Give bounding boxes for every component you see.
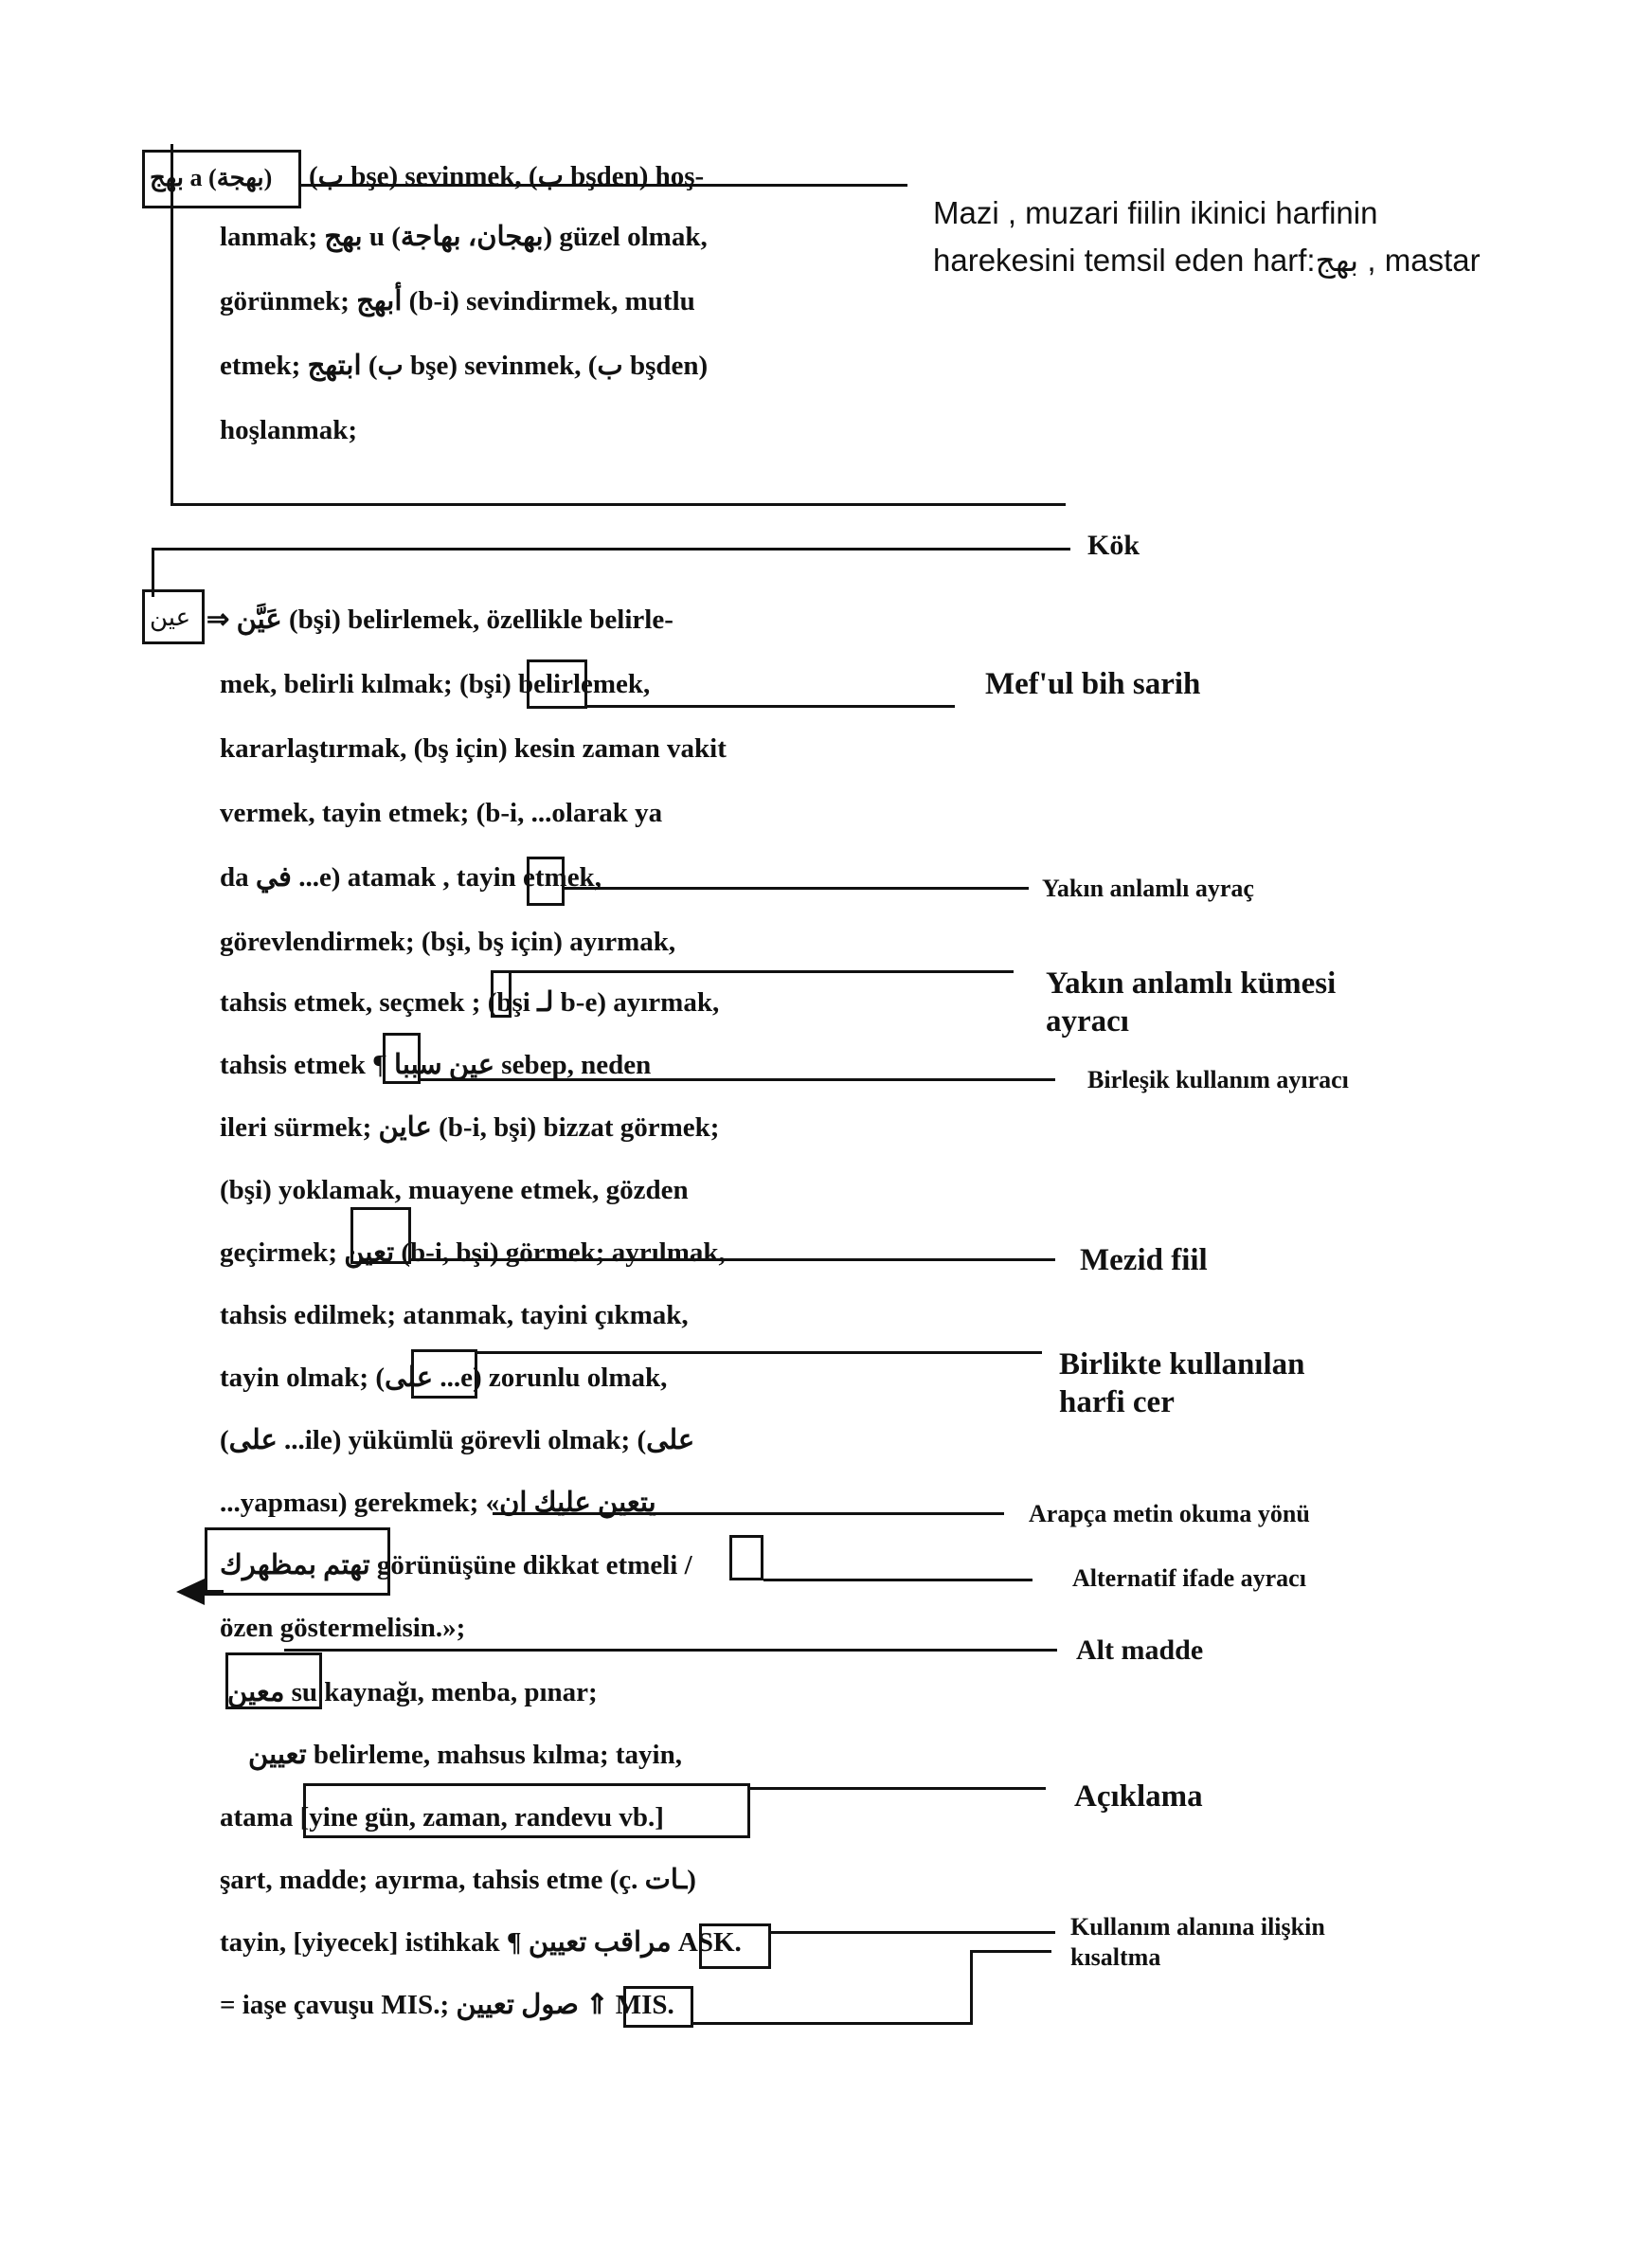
- entry2-line-22: tayin, [yiyecek] istihkak ¶ مراقب تعيين ASK.: [220, 1927, 742, 1958]
- label-yakin-kume-1: Yakın anlamlı kümesi: [1046, 966, 1337, 1001]
- entry2-line-9: ileri sürmek; عاين (b-i, bşi) bizzat görmek;: [220, 1112, 720, 1143]
- entry1-frame: [171, 144, 1066, 506]
- label-meful: Mef'ul bih sarih: [985, 667, 1201, 701]
- entry2-line-15: ...yapması) gerekmek; «يتعين عليك ان: [220, 1488, 656, 1518]
- entry1-line-1: (ب bşe) sevinmek, (ب bşden) hoş-: [309, 161, 705, 191]
- entry2-line-6: görevlendirmek; (bşi, bş için) ayırmak,: [220, 927, 676, 957]
- label-yakin-ayrac: Yakın anlamlı ayraç: [1042, 875, 1254, 902]
- entry2-line-21: şart, madde; ayırma, tahsis etme (ç. ـات): [220, 1865, 696, 1895]
- alt-madde-line: [284, 1649, 1057, 1652]
- label-kullanim-1: Kullanım alanına ilişkin: [1070, 1913, 1325, 1941]
- kok-line: [152, 548, 1070, 551]
- label-mazi-1: Mazi , muzari fiilin ikinici harfinin: [933, 195, 1378, 230]
- kullanim-bracket-top: [970, 1950, 1051, 1953]
- entry1-line-3: görünmek; أبهج (b-i) sevindirmek, mutlu: [220, 286, 695, 316]
- label-alt-madde: Alt madde: [1076, 1634, 1204, 1666]
- entry1-line-5: hoşlanmak;: [220, 415, 358, 445]
- entry2-line-2: mek, belirli kılmak; (bşi) belirlemek,: [220, 669, 651, 699]
- entry1-line-4: etmek; ابتهج (ب bşe) sevinmek, (ب bşden): [220, 351, 709, 381]
- kullanim-bracket-side: [970, 1950, 973, 2024]
- entry1-bracket-top: [301, 184, 907, 187]
- entry2-line-19: تعيين belirleme, mahsus kılma; tayin,: [248, 1740, 682, 1770]
- entry2-line-7: tahsis etmek, seçmek ; (bşi لـ b-e) ayırmak,: [220, 987, 720, 1018]
- reading-direction-arrow-icon: [176, 1579, 205, 1605]
- entry2-line-13: tayin olmak; (على ...e) zorunlu olmak,: [220, 1363, 668, 1393]
- taayyun-box: [350, 1207, 411, 1264]
- entry2-line-18: معين su kaynağı, menba, pınar;: [227, 1677, 598, 1707]
- arapca-line: [493, 1512, 1004, 1515]
- muin-box: [225, 1652, 322, 1709]
- entry2-line-16: تهتم بمظهرك görünüşüne dikkat etmeli /: [220, 1550, 692, 1580]
- comma-box: [527, 857, 565, 906]
- entry2-line-11: geçirmek; تعين (b-i, bşi) görmek; ayrılmak,: [220, 1237, 726, 1268]
- kullanim-bracket-bottom: [693, 2022, 973, 2025]
- entry1-root: بهج a (بهجة): [150, 164, 273, 191]
- label-arapca-yon: Arapça metin okuma yönü: [1029, 1500, 1310, 1527]
- aciklama-line: [750, 1787, 1046, 1790]
- entry2-headword: عين: [150, 604, 191, 632]
- yakin-kume-line: [512, 970, 1014, 973]
- label-mazi-2: harekesini temsil eden harf:بهج , mastar: [933, 243, 1481, 278]
- entry2-line-17: özen göstermelisin.»;: [220, 1613, 466, 1643]
- bsi-box: [527, 659, 587, 709]
- entry2-line-8: tahsis etmek ¶ عين سببا sebep, neden: [220, 1050, 652, 1080]
- entry2-line-20: atama [yine gün, zaman, randevu vb.]: [220, 1802, 664, 1833]
- label-aciklama: Açıklama: [1074, 1779, 1203, 1814]
- label-kullanim-2: kısaltma: [1070, 1943, 1161, 1971]
- alternatif-line: [763, 1579, 1032, 1581]
- explanation-box: [303, 1783, 750, 1838]
- label-alternatif: Alternatif ifade ayracı: [1072, 1564, 1306, 1592]
- label-yakin-kume-2: ayracı: [1046, 1004, 1129, 1038]
- ala-box: [411, 1349, 477, 1399]
- mezid-line: [411, 1258, 1055, 1261]
- label-mezid: Mezid fiil: [1080, 1243, 1208, 1277]
- slash-box: [729, 1535, 763, 1580]
- entry1-line-2: lanmak; بهج u (بهجان، بهاجة) güzel olmak,: [220, 222, 708, 252]
- entry2-line-1: ⇒ عَيَّن (bşi) belirlemek, özellikle belirle-: [206, 605, 673, 635]
- meful-line: [587, 705, 955, 708]
- entry2-line-12: tahsis edilmek; atanmak, tayini çıkmak,: [220, 1300, 689, 1330]
- birlesik-line: [421, 1078, 1055, 1081]
- mis-box: [623, 1986, 693, 2028]
- label-kok: Kök: [1087, 530, 1140, 561]
- ask-box: [699, 1923, 771, 1969]
- entry2-line-10: (bşi) yoklamak, muayene etmek, gözden: [220, 1175, 689, 1205]
- yakin-ayrac-line: [565, 887, 1029, 890]
- birlikte-line: [477, 1351, 1042, 1354]
- entry2-line-4: vermek, tayin etmek; (b-i, ...olarak ya: [220, 798, 663, 828]
- reading-arrow-line: [205, 1590, 224, 1593]
- entry2-line-23: = iaşe çavuşu MIS.; صول تعيين ⇑ MIS.: [220, 1990, 674, 2020]
- entry2-line-14: (على ...ile) yükümlü görevli olmak; (على: [220, 1425, 695, 1455]
- label-birlikte-1: Birlikte kullanılan: [1059, 1347, 1305, 1381]
- semicolon-box: [491, 970, 512, 1018]
- entry2-line-5: da في ...e) atamak , tayin etmek,: [220, 862, 602, 893]
- phrase-box: [205, 1527, 390, 1596]
- entry2-line-3: kararlaştırmak, (bş için) kesin zaman vakit: [220, 733, 727, 764]
- label-birlikte-2: harfi cer: [1059, 1385, 1175, 1419]
- kullanim-line: [771, 1931, 1055, 1934]
- pilcrow-box: [383, 1033, 421, 1084]
- label-birlesik: Birleşik kullanım ayıracı: [1087, 1066, 1349, 1093]
